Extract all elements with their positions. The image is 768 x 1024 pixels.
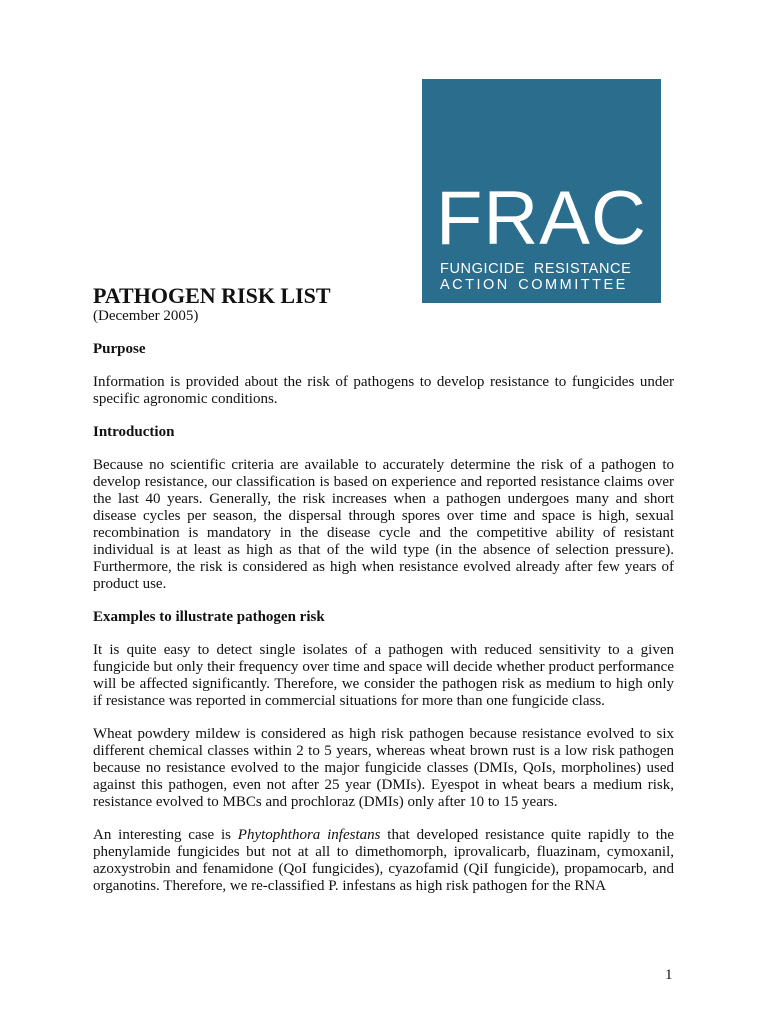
examples-paragraph-3-rest: that developed resistance quite rapidly to the phenylamide fungicides but not at all to dimethomorph, iprovalicarb, fluazinam, cymoxanil, azoxystrobin and fenamidone (QoI fungicides), cyazofamid (QiI fungicide), propamocarb, and organotins. Therefore, we re-classified P. infestans as high risk pathogen for the RNA xyxy=(93,827,675,894)
logo-subtitle-line2: ACTION COMMITTEE xyxy=(440,277,628,293)
section-heading-introduction: Introduction xyxy=(93,424,175,440)
logo-subtitle-line1: FUNGICIDE RESISTANCE xyxy=(440,261,632,277)
logo-main-text: FRAC xyxy=(436,176,647,261)
section-heading-purpose: Purpose xyxy=(93,341,146,357)
examples-paragraph-3-start: An interesting case is xyxy=(93,827,238,843)
introduction-paragraph: Because no scientific criteria are available to accurately determine the risk of a pathogen to develop resistance, our classification is based on experience and reported resistance claims over the last 40 years. Generally, the risk increases when a pathogen undergoes many and short disease cycles per season, the dispersal through spores over time and space is high, sexual recombination is mandatory in the disease cycle and the competitive ability of resistant individual is at least as high as that of the wild type (in the absence of selection pressure). Furthermore, the risk is considered as high when resistance evolved already after few years of product use. xyxy=(93,457,674,592)
examples-paragraph-1: It is quite easy to detect single isolates of a pathogen with reduced sensitivity to a given fungicide but only their frequency over time and space will decide whether product performance will be affected significantly. Therefore, we consider the pathogen risk as medium to high only if resistance was reported in commercial situations for more than one fungicide class. xyxy=(93,642,674,709)
section-heading-examples: Examples to illustrate pathogen risk xyxy=(93,609,325,625)
page-number: 1 xyxy=(665,967,673,983)
species-name: Phytophthora infestans xyxy=(237,827,381,843)
examples-paragraph-3 xyxy=(93,827,674,895)
document-date: (December 2005) xyxy=(93,308,199,324)
document-body xyxy=(93,341,674,911)
purpose-paragraph: Information is provided about the risk of pathogens to develop resistance to fungicides under specific agronomic conditions. xyxy=(93,374,674,407)
examples-paragraph-2: Wheat powdery mildew is considered as high risk pathogen because resistance evolved to six different chemical classes within 2 to 5 years, whereas wheat brown rust is a low risk pathogen because no resistance evolved to the major fungicide classes (DMIs, QoIs, morpholines) used against this pathogen, even not after 25 year (DMIs). Eyespot in wheat bears a medium risk, resistance evolved to MBCs and prochloraz (DMIs) only after 10 to 15 years. xyxy=(93,726,674,810)
frac-logo xyxy=(422,79,661,303)
page-title: PATHOGEN RISK LIST xyxy=(93,283,331,308)
